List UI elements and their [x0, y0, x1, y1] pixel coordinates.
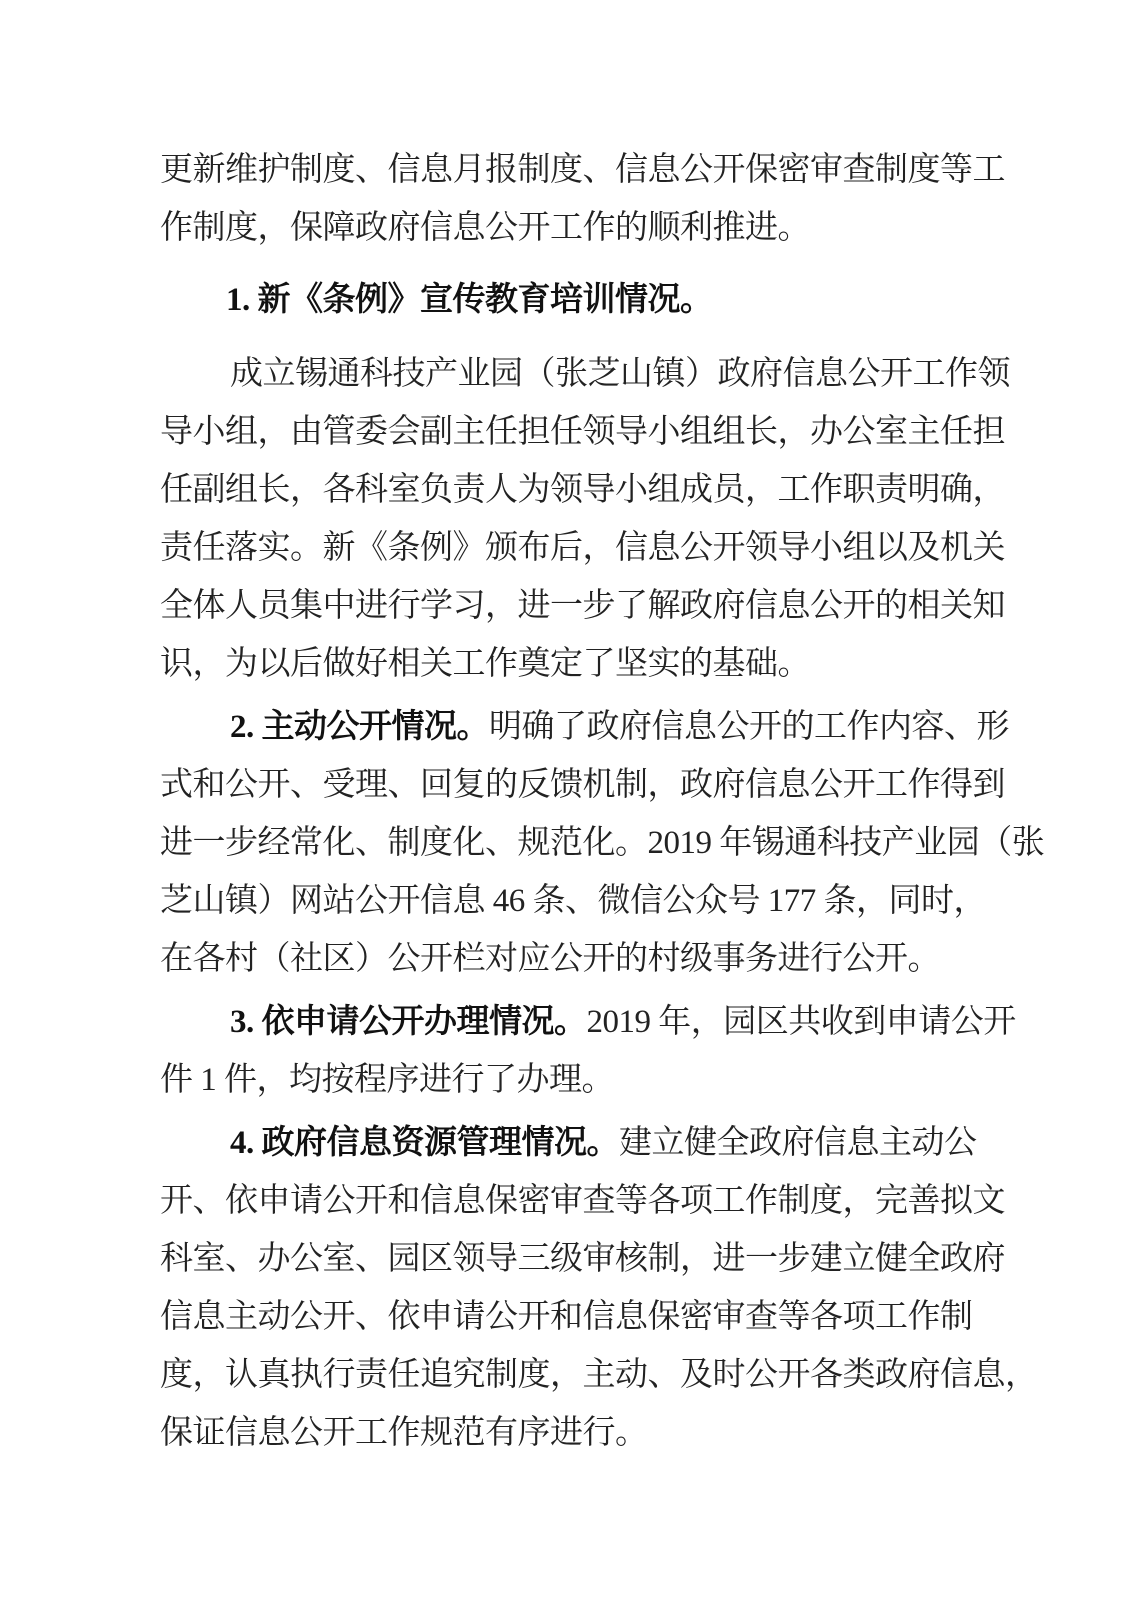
text-line: [160, 1404, 960, 1462]
line-text: 导小组，由管委会副主任担任领导小组组长，办公室主任担: [160, 414, 1005, 450]
line-text: 建立健全政府信息主动公: [619, 1125, 977, 1161]
text-line: [160, 199, 960, 257]
line-text: 成立锡通科技产业园（张芝山镇）政府信息公开工作领: [230, 356, 1010, 392]
text-line: [160, 1288, 973, 1346]
line-bold-text: 1. 新《条例》宣传教育培训情况。: [226, 282, 713, 318]
line-text: 识，为以后做好相关工作奠定了坚实的基础。: [160, 646, 810, 682]
text-line: [160, 756, 1005, 814]
text-line: [160, 577, 1005, 635]
line-text: 件 1 件，均按程序进行了办理。: [160, 1062, 614, 1098]
document-text-block: [160, 141, 1045, 1462]
section-heading-2-line: [160, 698, 1009, 756]
text-line: [160, 141, 1005, 199]
text-line: [160, 1051, 960, 1109]
line-bold-text: 3. 依申请公开办理情况。: [230, 1004, 587, 1040]
line-text: 度，认真执行责任追究制度，主动、及时公开各类政府信息，: [160, 1357, 1038, 1393]
line-text: 明确了政府信息公开的工作内容、形: [489, 709, 1009, 745]
line-text: 进一步经常化、制度化、规范化。2019 年锡通科技产业园（张: [160, 825, 1045, 861]
text-line: [160, 403, 1005, 461]
line-text: 更新维护制度、信息月报制度、信息公开保密审查制度等工: [160, 152, 1005, 188]
section-heading-3-line: [160, 993, 1016, 1051]
line-text: 芝山镇）网站公开信息 46 条、微信公众号 177 条，同时，: [160, 883, 986, 919]
line-text: 保证信息公开工作规范有序进行。: [160, 1415, 648, 1451]
text-line: [160, 345, 1010, 403]
text-line: [160, 519, 1005, 577]
line-text: 开、依申请公开和信息保密审查等各项工作制度，完善拟文: [160, 1183, 1005, 1219]
line-text: 信息主动公开、依申请公开和信息保密审查等各项工作制: [160, 1299, 973, 1335]
line-text: 科室、办公室、园区领导三级审核制，进一步建立健全政府: [160, 1241, 1005, 1277]
text-line: [160, 461, 1005, 519]
line-text: 任副组长，各科室负责人为领导小组成员，工作职责明确，: [160, 472, 1005, 508]
line-text: 作制度，保障政府信息公开工作的顺利推进。: [160, 210, 810, 246]
text-line: [160, 872, 986, 930]
line-text: 在各村（社区）公开栏对应公开的村级事务进行公开。: [160, 941, 940, 977]
line-text: 2019 年，园区共收到申请公开: [586, 1004, 1016, 1040]
text-line: [160, 1346, 1038, 1404]
line-text: 全体人员集中进行学习，进一步了解政府信息公开的相关知: [160, 588, 1005, 624]
text-line: [160, 635, 960, 693]
section-heading-4-line: [160, 1114, 977, 1172]
line-bold-text: 4. 政府信息资源管理情况。: [230, 1125, 619, 1161]
text-line: [160, 1172, 1005, 1230]
text-line: [160, 930, 960, 988]
text-line: [160, 814, 1045, 872]
line-bold-text: 2. 主动公开情况。: [230, 709, 489, 745]
line-text: 式和公开、受理、回复的反馈机制，政府信息公开工作得到: [160, 767, 1005, 803]
text-line: [160, 1230, 1005, 1288]
section-heading-1: [160, 271, 960, 329]
line-text: 责任落实。新《条例》颁布后，信息公开领导小组以及机关: [160, 530, 1005, 566]
